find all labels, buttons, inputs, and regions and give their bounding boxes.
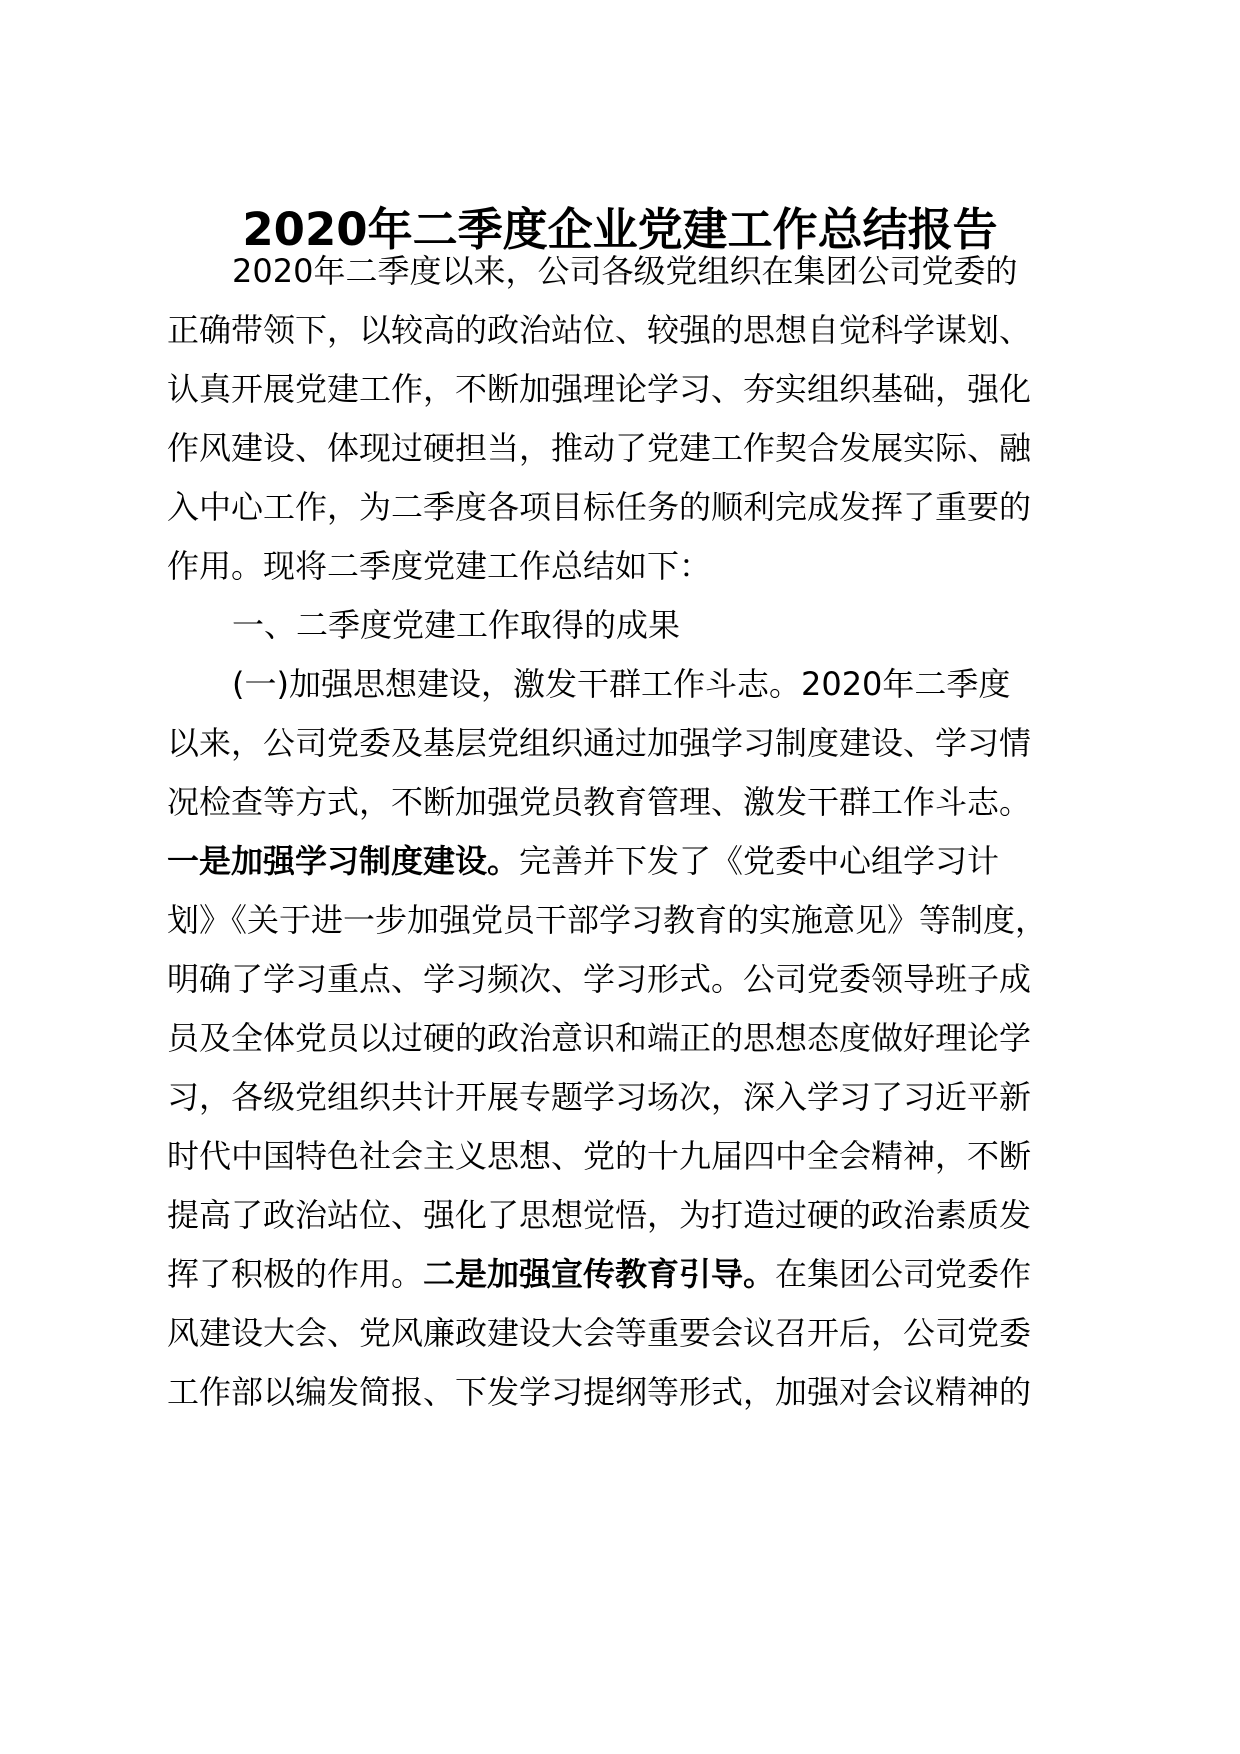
- bold-lead-1: 一是加强学习制度建设。: [167, 842, 520, 880]
- paragraph-line: 时代中国特色社会主义思想、党的十九届四中全会精神，不断: [167, 1137, 1032, 1175]
- bold-lead-2: 二是加强宣传教育引导。: [423, 1255, 776, 1293]
- paragraph-line: 况检查等方式，不断加强党员教育管理、激发干群工作斗志。: [167, 783, 1032, 821]
- paragraph-text: 挥了积极的作用。: [167, 1255, 424, 1293]
- paragraph-line: 认真开展党建工作，不断加强理论学习、夯实组织基础，强化: [167, 370, 1032, 408]
- paragraph-line: 提高了政治站位、强化了思想觉悟，为打造过硬的政治素质发: [167, 1196, 1032, 1234]
- section-heading: 一、二季度党建工作取得的成果: [232, 606, 681, 644]
- paragraph-line: 习，各级党组织共计开展专题学习场次，深入学习了习近平新: [167, 1078, 1032, 1116]
- paragraph-line: [167, 1250, 1087, 1298]
- paragraph-line: 风建设大会、党风廉政建设大会等重要会议召开后，公司党委: [167, 1314, 1032, 1352]
- paragraph-line: [167, 837, 1087, 885]
- paragraph-text: 在集团公司党委作: [775, 1255, 1032, 1293]
- paragraph-line: 作风建设、体现过硬担当，推动了党建工作契合发展实际、融: [167, 429, 1032, 467]
- paragraph-line: 以来，公司党委及基层党组织通过加强学习制度建设、学习情: [167, 724, 1032, 762]
- paragraph-line: 划》《关于进一步加强党员干部学习教育的实施意见》等制度，: [167, 901, 1048, 939]
- paragraph-line: 员及全体党员以过硬的政治意识和端正的思想态度做好理论学: [167, 1019, 1032, 1057]
- paragraph-line: 明确了学习重点、学习频次、学习形式。公司党委领导班子成: [167, 960, 1032, 998]
- paragraph-line: 作用。现将二季度党建工作总结如下：: [167, 547, 712, 585]
- paragraph-line: 工作部以编发简报、下发学习提纲等形式，加强对会议精神的: [167, 1373, 1032, 1411]
- document-title: 2020年二季度企业党建工作总结报告: [242, 203, 998, 256]
- paragraph-line: 正确带领下，以较高的政治站位、较强的思想自觉科学谋划、: [167, 311, 1032, 349]
- paragraph-line: 入中心工作，为二季度各项目标任务的顺利完成发挥了重要的: [167, 488, 1032, 526]
- paragraph-line: 2020年二季度以来，公司各级党组织在集团公司党委的: [232, 252, 1018, 290]
- paragraph-text: 完善并下发了《党委中心组学习计: [519, 842, 1000, 880]
- subsection-heading: (一)加强思想建设，激发干群工作斗志。2020年二季度: [232, 665, 1011, 703]
